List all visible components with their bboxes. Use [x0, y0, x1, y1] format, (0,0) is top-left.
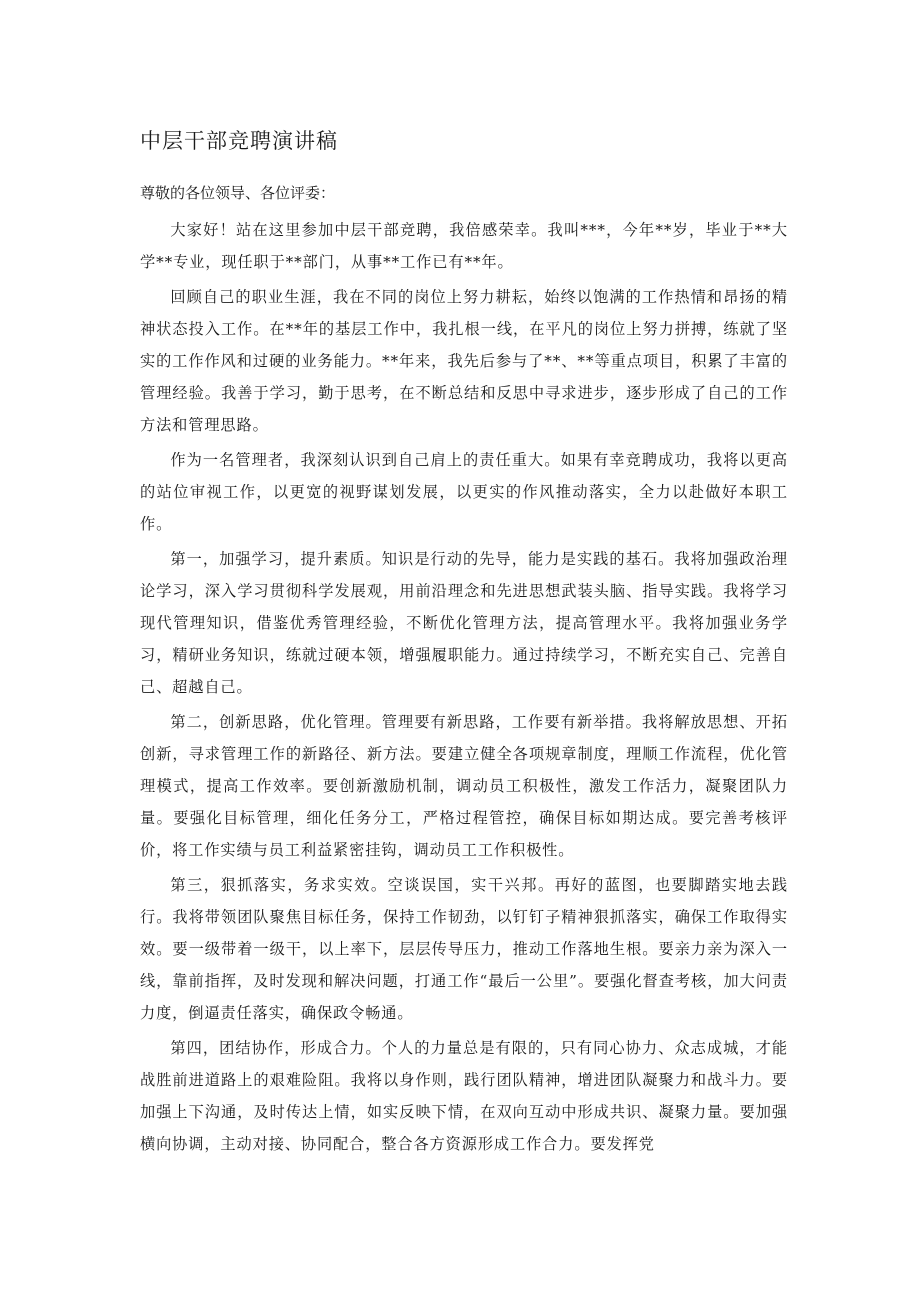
document-title: 中层干部竞聘演讲稿 [140, 129, 338, 153]
salutation: 尊敬的各位领导、各位评委： [140, 184, 336, 202]
paragraph-point-three: 第三，狠抓落实，务求实效。空谈误国，实干兴邦。再好的蓝图，也要脚踏实地去践行。我将带领团队聚焦目标任务，保持工作韧劲，以钉钉子精神狠抓落实，确保工作取得实效。要一级带着一级干，以上率下，层层传导压力，推动工作落地生根。要亲力亲为深入一线，靠前指挥，及时发现和解决问题，打通工作“最后一公里”。要强化督查考核，加大问责力度，倒逼责任落实，确保政令畅通。 [140, 876, 788, 1022]
document-body [140, 214, 788, 1163]
paragraph-point-one: 第一，加强学习，提升素质。知识是行动的先导，能力是实践的基石。我将加强政治理论学习，深入学习贯彻科学发展观，用前沿理念和先进思想武装头脑、指导实践。我将学习现代管理知识，借鉴优秀管理经验，不断优化管理方法，提高管理水平。我将加强业务学习，精研业务知识，练就过硬本领，增强履职能力。通过持续学习，不断充实自己、完善自己、超越自己。 [140, 550, 788, 696]
paragraph-career-review: 回顾自己的职业生涯，我在不同的岗位上努力耕耘，始终以饱满的工作热情和昂扬的精神状态投入工作。在**年的基层工作中，我扎根一线，在平凡的岗位上努力拼搏，练就了坚实的工作作风和过硬的业务能力。**年来，我先后参与了**、**等重点项目，积累了丰富的管理经验。我善于学习，勤于思考，在不断总结和反思中寻求进步，逐步形成了自己的工作方法和管理思路。 [140, 288, 788, 434]
paragraph-point-four: 第四，团结协作，形成合力。个人的力量总是有限的，只有同心协力、众志成城，才能战胜前进道路上的艰难险阻。我将以身作则，践行团队精神，增进团队凝聚力和战斗力。要加强上下沟通，及时传达上情，如实反映下情，在双向互动中形成共识、凝聚力量。要加强横向协调，主动对接、协同配合，整合各方资源形成工作合力。要发挥党 [140, 1039, 788, 1153]
paragraph-point-two: 第二，创新思路，优化管理。管理要有新思路，工作要有新举措。我将解放思想、开拓创新，寻求管理工作的新路径、新方法。要建立健全各项规章制度，理顺工作流程，优化管理模式，提高工作效率。要创新激励机制，调动员工积极性，激发工作活力，凝聚团队力量。要强化目标管理，细化任务分工，严格过程管控，确保目标如期达成。要完善考核评价，将工作实绩与员工利益紧密挂钩，调动员工工作积极性。 [140, 713, 788, 859]
paragraph-responsibility: 作为一名管理者，我深刻认识到自己肩上的责任重大。如果有幸竞聘成功，我将以更高的站位审视工作，以更宽的视野谋划发展，以更实的作风推动落实，全力以赴做好本职工作。 [140, 451, 788, 533]
paragraph-intro: 大家好！站在这里参加中层干部竞聘，我倍感荣幸。我叫***，今年**岁，毕业于**大学**专业，现任职于**部门，从事**工作已有**年。 [140, 221, 788, 271]
